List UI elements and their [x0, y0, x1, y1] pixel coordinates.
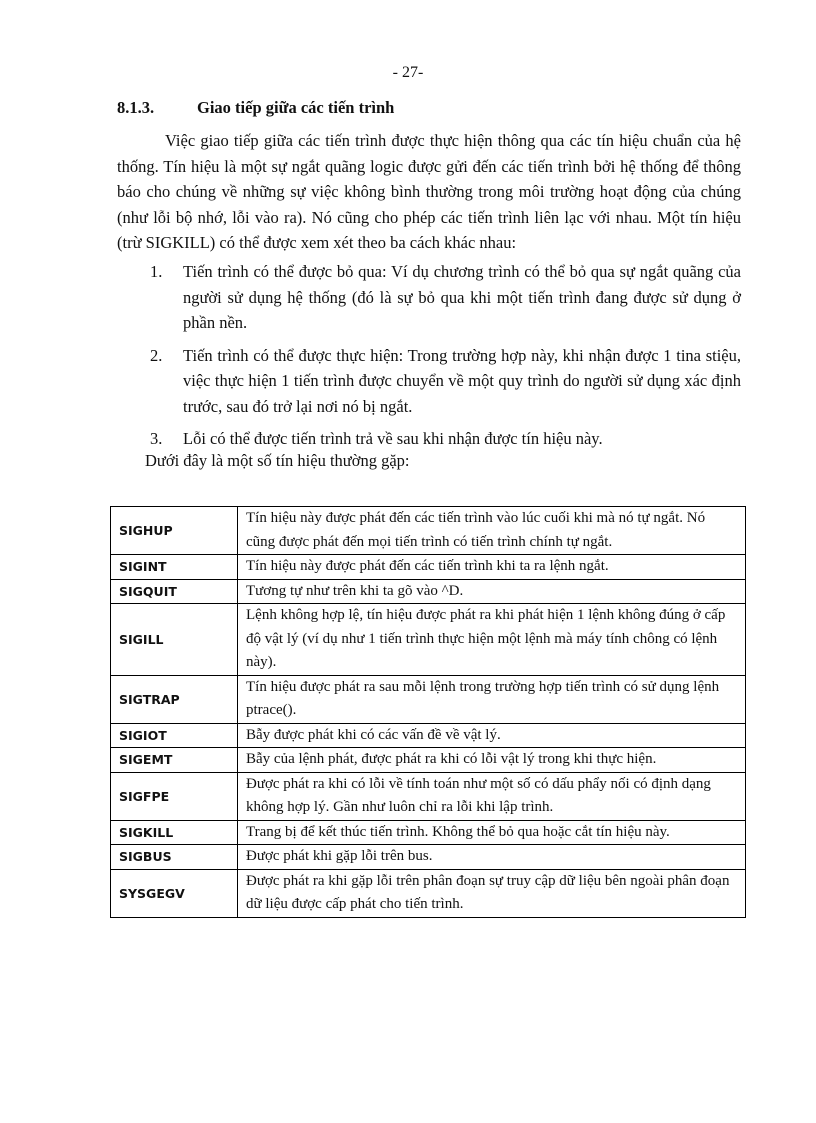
- paragraph-text: Việc giao tiếp giữa các tiến trình được thực hiện thông qua các tín hiệu chuẩn của hệ thống. Tín hiệu là một sự ngắt quãng logic được gửi đến các tiến trình bởi hệ thống để thông báo cho chúng về những sự việc không bình thường trong môi trường hoạt động của chúng (như lỗi bộ nhớ, lỗi vào ra). Nó cũng cho phép các tiến trình liên lạc với nhau. Một tín hiệu (trừ SIGKILL) có thể được xem xét theo ba cách khác nhau:: [117, 131, 741, 252]
- signal-name: SIGQUIT: [111, 579, 238, 604]
- signal-name: SIGBUS: [111, 845, 238, 870]
- section-number: 8.1.3.: [117, 98, 155, 117]
- signal-description: Được phát ra khi gặp lỗi trên phân đoạn sự truy cập dữ liệu bên ngoài phân đoạn dữ liệu được cấp phát cho tiến trình.: [238, 869, 746, 917]
- signal-name: SIGILL: [111, 604, 238, 676]
- table-row: [111, 845, 746, 870]
- table-row: [111, 772, 746, 820]
- signal-description: Tương tự như trên khi ta gõ vào ^D.: [238, 579, 746, 604]
- table-row: [111, 869, 746, 917]
- body-paragraph: [117, 128, 741, 256]
- signal-description: Bẫy của lệnh phát, được phát ra khi có lỗi vật lý trong khi thực hiện.: [238, 748, 746, 773]
- list-item-number: 3.: [150, 429, 163, 448]
- signal-name: SIGHUP: [111, 507, 238, 555]
- table-row: [111, 579, 746, 604]
- signal-description: Tín hiệu này được phát đến các tiến trình khi ta ra lệnh ngắt.: [238, 555, 746, 580]
- table-row: [111, 820, 746, 845]
- signal-name: SIGIOT: [111, 723, 238, 748]
- signal-name: SIGTRAP: [111, 675, 238, 723]
- signal-name: SIGFPE: [111, 772, 238, 820]
- list-item: [150, 343, 741, 420]
- signal-description: Được phát ra khi có lỗi về tính toán như một số có dấu phẩy nối có định dạng không hợp lý. Gần như luôn chỉ ra lỗi khi lập trình.: [238, 772, 746, 820]
- table-row: [111, 555, 746, 580]
- list-item: [150, 426, 741, 452]
- table-row: [111, 748, 746, 773]
- list-item-text: Tiến trình có thể được thực hiện: Trong trường hợp này, khi nhận được 1 tina stiệu, việc thực hiện 1 tiến trình được chuyển về một quy trình do người sử dụng xác định trước, sau đó trở lại nơi nó bị ngắt.: [183, 345, 741, 416]
- signal-name: SIGEMT: [111, 748, 238, 773]
- list-item-text: Lỗi có thể được tiến trình trả về sau khi nhận được tín hiệu này.: [183, 429, 603, 448]
- list-item: [150, 259, 741, 336]
- list-item-number: 1.: [150, 262, 163, 281]
- signal-name: SIGINT: [111, 555, 238, 580]
- table-intro: Dưới đây là một số tín hiệu thường gặp:: [145, 451, 410, 470]
- list-item-text: Tiến trình có thể được bỏ qua: Ví dụ chương trình có thể bỏ qua sự ngắt quãng của người sử dụng hệ thống (đó là sự bỏ qua khi một tiến trình đang được sử dụng ở phần nền.: [183, 262, 741, 332]
- signal-description: Được phát khi gặp lỗi trên bus.: [238, 845, 746, 870]
- signal-description: Bẫy được phát khi có các vấn đề về vật lý.: [238, 723, 746, 748]
- numbered-list: [150, 259, 741, 459]
- section-title: Giao tiếp giữa các tiến trình: [197, 98, 395, 117]
- table-row: [111, 507, 746, 555]
- signal-description: Tín hiệu này được phát đến các tiến trình vào lúc cuối khi mà nó tự ngắt. Nó cũng được phát đến mọi tiến trình có tiến trình chính tự ngắt.: [238, 507, 746, 555]
- signal-description: Trang bị để kết thúc tiến trình. Không thể bỏ qua hoặc cắt tín hiệu này.: [238, 820, 746, 845]
- table-row: [111, 675, 746, 723]
- signal-name: SYSGEGV: [111, 869, 238, 917]
- signal-description: Tín hiệu được phát ra sau mỗi lệnh trong trường hợp tiến trình có sử dụng lệnh ptrace().: [238, 675, 746, 723]
- table-row: [111, 604, 746, 676]
- signals-table: [110, 506, 746, 918]
- list-item-number: 2.: [150, 345, 163, 365]
- table-row: [111, 723, 746, 748]
- signal-description: Lệnh không hợp lệ, tín hiệu được phát ra khi phát hiện 1 lệnh không đúng ở cấp độ vật lý (ví dụ như 1 tiến trình thực hiện một lệnh mà máy tính chông có lệnh này).: [238, 604, 746, 676]
- page-number: - 27-: [392, 64, 424, 81]
- signal-name: SIGKILL: [111, 820, 238, 845]
- section-heading: [117, 98, 394, 118]
